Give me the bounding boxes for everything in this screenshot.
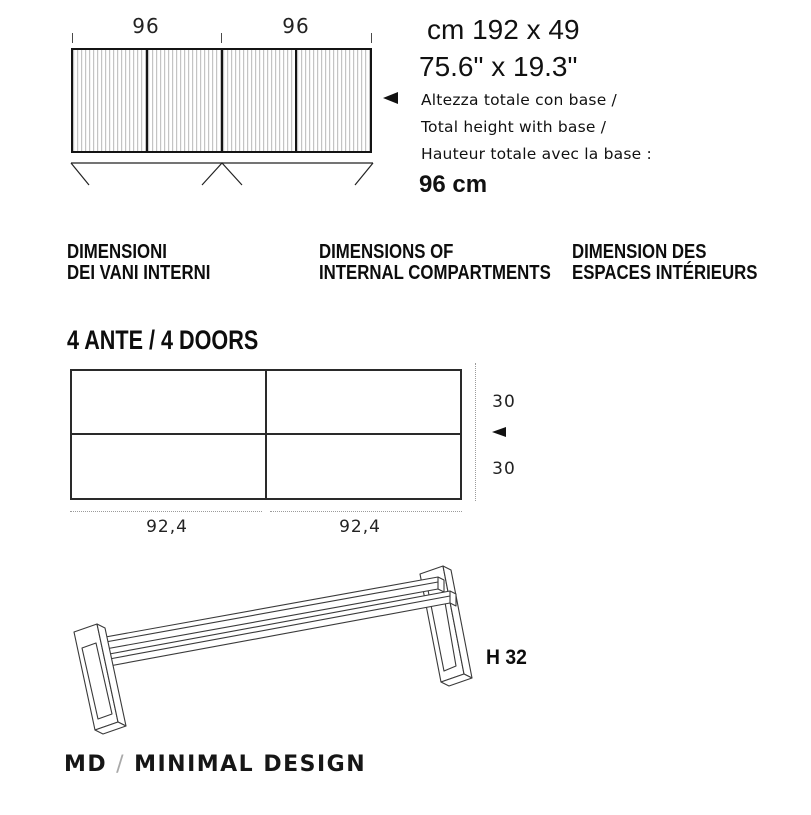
header-french-line1: DIMENSION DES: [572, 241, 707, 263]
width-label-right: 96: [282, 14, 310, 38]
compartment-height-top: 30: [492, 392, 516, 412]
width-dotted-line-right: [270, 511, 462, 512]
width-label-left: 96: [132, 14, 160, 38]
compartment-height-bottom: 30: [492, 459, 516, 479]
height-note-en: Total height with base /: [421, 118, 607, 136]
header-italian: [67, 242, 210, 284]
compartment-width-right: 92,4: [339, 517, 381, 537]
doors-section-title: 4 ANTE / 4 DOORS: [67, 325, 259, 355]
cabinet-door-4: [295, 50, 370, 151]
dimension-tick-left: [72, 33, 73, 43]
header-english-line2: INTERNAL COMPARTMENTS: [319, 262, 551, 284]
dimensions-inches: 75.6" x 19.3": [419, 51, 578, 82]
compartment-vertical-divider: [265, 371, 267, 498]
height-note-fr: Hauteur totale avec la base :: [421, 145, 652, 163]
header-french-line2: ESPACES INTÉRIEURS: [572, 262, 758, 284]
height-pointer-arrow-icon: [383, 92, 398, 104]
compartment-pointer-arrow-icon: [492, 427, 506, 437]
header-italian-line2: DEI VANI INTERNI: [67, 262, 211, 284]
brand-abbr: MD: [64, 752, 108, 777]
height-note-it: Altezza totale con base /: [421, 91, 617, 109]
dimension-tick-middle: [221, 33, 222, 43]
compartment-horizontal-divider: [72, 433, 460, 435]
cabinet-front-view: [71, 48, 372, 153]
dimensions-cm: cm 192 x 49: [427, 14, 580, 45]
dimension-tick-right: [371, 33, 372, 43]
base-frame-drawing: [60, 562, 490, 737]
height-extension-dotted-line: [475, 363, 476, 501]
cabinet-door-3: [221, 50, 296, 151]
compartments-diagram: [70, 369, 462, 500]
base-height-label: H 32: [486, 646, 527, 669]
brand-separator: /: [116, 752, 126, 777]
header-french: [572, 242, 757, 284]
header-italian-line1: DIMENSIONI: [67, 241, 167, 263]
cabinet-door-2: [146, 50, 221, 151]
cabinet-door-1: [73, 50, 146, 151]
compartment-width-left: 92,4: [146, 517, 188, 537]
width-dotted-line-left: [70, 511, 262, 512]
door-swing-lines: [69, 160, 375, 188]
brand-name: MINIMAL DESIGN: [134, 752, 367, 777]
total-height-value: 96 cm: [419, 171, 488, 198]
header-english: [319, 242, 551, 284]
brand-logo: [64, 752, 366, 777]
header-english-line1: DIMENSIONS OF: [319, 241, 454, 263]
